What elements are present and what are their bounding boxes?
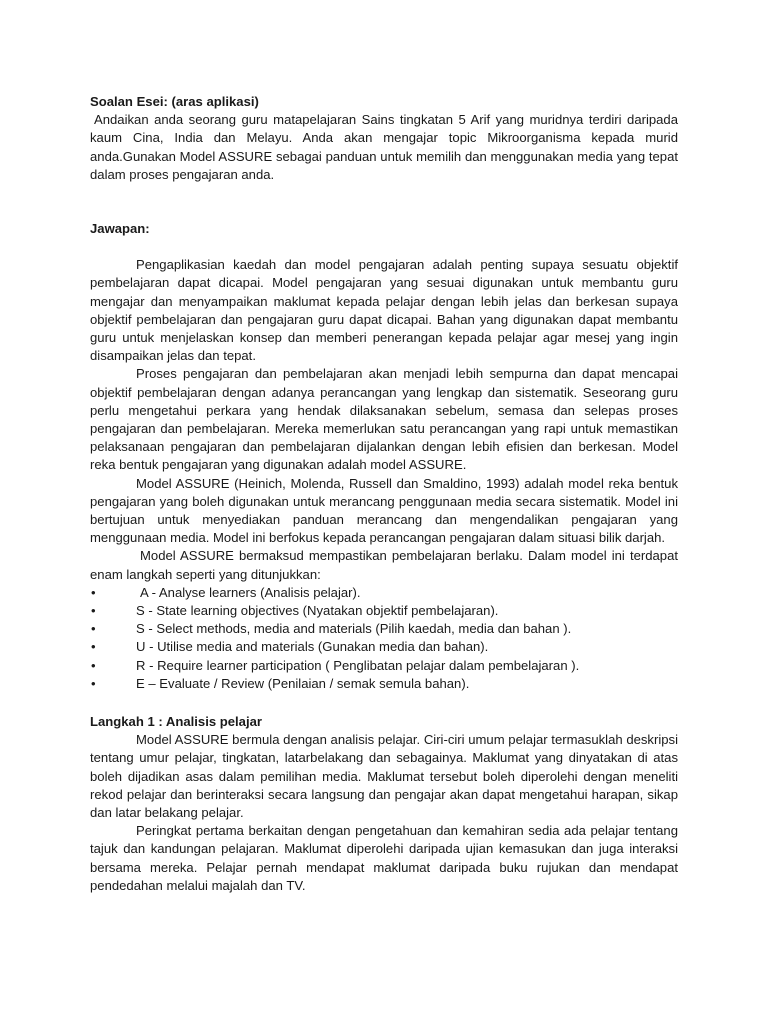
step-text: S - State learning objectives (Nyatakan objektif pembelajaran). xyxy=(136,603,499,619)
bullet: • xyxy=(91,639,96,655)
step-text: E – Evaluate / Review (Penilaian / semak semula bahan). xyxy=(136,675,470,691)
spacer xyxy=(90,238,678,256)
document-page xyxy=(90,93,678,895)
answer-paragraph: Model ASSURE (Heinich, Molenda, Russell dan Smaldino, 1993) adalah model reka bentuk pengajaran yang boleh digunakan untuk merancang penggunaan media secara sistematik. Model ini bertujuan untuk menyediakan panduan merancang dan mengendalikan pengajaran yang menggunaan media. Model ini berfokus kepada perancangan pengajaran dalam situasi bilik darjah. xyxy=(90,475,678,546)
step1-paragraph: Model ASSURE bermula dengan analisis pelajar. Ciri-ciri umum pelajar termasuklah deskripsi tentang umur pelajar, tingkatan, latarbelakang dan sebagainya. Maklumat yang dinyatakan di atas boleh dijadikan asas dalam pemilihan media. Maklumat tersebut boleh diperolehi dengan meneliti rekod pelajar dan berinteraksi secara langsung dan pengajar akan dapat mengetahui harapan, sikap dan latar belakang pelajar. xyxy=(90,732,678,821)
spacer xyxy=(90,184,678,220)
bullet: • xyxy=(91,603,96,619)
step1-paragraph: Peringkat pertama berkaitan dengan pengetahuan dan kemahiran sedia ada pelajar tentang tajuk dan kandungan pelajaran. Maklumat diperolehi daripada ujian kemasukan dan juga interaksi bersama mereka. Pelajar pernah mendapat maklumat daripada buku rujukan dan mendapat pendedahan melalui majalah dan TV. xyxy=(90,823,678,893)
step-text: A - Analyse learners (Analisis pelajar). xyxy=(140,584,361,600)
list-item xyxy=(90,638,678,656)
answer-paragraph: Pengaplikasian kaedah dan model pengajaran adalah penting supaya sesuatu objektif pembelajaran dapat dicapai. Model pengajaran yang sesuai digunakan untuk membantu guru mengajar dan menyampaikan maklumat kepada pelajar dengan lebih jelas dan berkesan supaya objektif pembelajaran dan pengajaran guru dapat dicapai. Bahan yang digunakan dapat membantu guru untuk menjelaskan konsep dan memberi penerangan kepada pelajar agar mesej yang ingin disampaikan jelas dan tepat. xyxy=(90,257,678,364)
question-heading: Soalan Esei: (aras aplikasi) xyxy=(90,94,259,109)
step1-heading: Langkah 1 : Analisis pelajar xyxy=(90,714,262,729)
question-text: Andaikan anda seorang guru matapelajaran Sains tingkatan 5 Arif yang muridnya terdiri daripada kaum Cina, India dan Melayu. Anda akan mengajar topic Mikroorganisma kepada murid anda.Gunakan Model ASSURE sebagai panduan untuk memilih dan menggunakan media yang tepat dalam proses pengajaran anda. xyxy=(90,112,678,182)
bullet: • xyxy=(91,621,96,637)
step-text: U - Utilise media and materials (Gunakan media dan bahan). xyxy=(136,639,489,655)
bullet: • xyxy=(91,657,96,673)
list-item xyxy=(90,675,678,693)
assure-steps-list xyxy=(90,584,678,693)
step-text: S - Select methods, media and materials (Pilih kaedah, media dan bahan ). xyxy=(136,621,572,637)
answer-paragraph: Model ASSURE bermaksud mempastikan pembelajaran berlaku. Dalam model ini terdapat enam langkah seperti yang ditunjukkan: xyxy=(90,548,678,582)
list-item xyxy=(90,602,678,620)
list-item xyxy=(90,620,678,638)
answer-paragraph: Proses pengajaran dan pembelajaran akan menjadi lebih sempurna dan dapat mencapai objektif pembelajaran dengan adanya perancangan yang lengkap dan sistematik. Seseorang guru perlu mengetahui perkara yang hendak dilaksanakan sebelum, semasa dan selepas proses pengajaran dan pembelajaran. Mereka memerlukan satu perancangan yang rapi untuk memastikan pelaksanaan pengajaran dan pembelajaran dijalankan dengan lebih efisien dan berkesan. Model reka bentuk pengajaran yang digunakan adalah model ASSURE. xyxy=(90,366,678,473)
step-text: R - Require learner participation ( Penglibatan pelajar dalam pembelajaran ). xyxy=(136,657,580,673)
answer-heading: Jawapan: xyxy=(90,221,150,237)
bullet: • xyxy=(91,675,96,691)
spacer xyxy=(90,693,678,713)
list-item xyxy=(90,584,678,602)
list-item xyxy=(90,657,678,675)
bullet: • xyxy=(91,584,96,600)
